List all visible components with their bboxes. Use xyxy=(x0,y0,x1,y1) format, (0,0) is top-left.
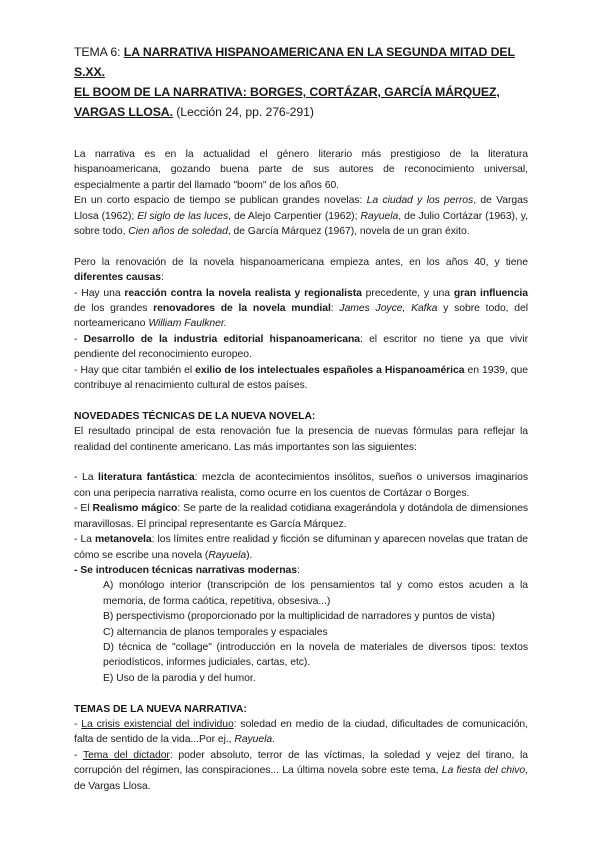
causes-lead: Pero la renovación de la novela hispanoamericana empieza antes, en los años 40, y tiene diferentes causas: xyxy=(74,256,528,284)
intro-paragraph-2: En un corto espacio de tiempo se publican grandes novelas: La ciudad y los perros, de Vargas Llosa (1962); El siglo de las luces, de Alejo Carpentier (1962); Rayuela, de Julio Cortázar (1963), y, sobre todo, Cien años de soledad, de García Márquez (1967), novela de un gran éxito. xyxy=(74,195,528,238)
novedad-item-1: - La literatura fantástica: mezcla de acontecimientos insólitos, sueños o universos imaginarios con una peripecia narrativa realista, como ocurre en los cuentos de Cortázar o Borges. xyxy=(74,472,528,499)
title-prefix: TEMA 6: xyxy=(74,45,124,59)
lesson-reference: (Lección 24, pp. 276-291) xyxy=(176,105,314,119)
novedad-item-4: - Se introducen técnicas narrativas modernas: xyxy=(74,564,300,576)
technique-item: B) perspectivismo (proporcionado por la multiplicidad de narradores y puntos de vista) xyxy=(103,611,495,623)
document-page xyxy=(74,42,528,794)
cause-item-3: - Hay que citar también el exilio de los intelectuales españoles a Hispanoamérica en 1939, que contribuye al renacimiento cultural de estos países. xyxy=(74,364,528,392)
technique-item: E) Uso de la parodia y del humor. xyxy=(103,672,256,684)
document-body xyxy=(74,147,528,794)
section-heading-temas: TEMAS DE LA NUEVA NARRATIVA: xyxy=(74,703,247,715)
cause-item-1: - Hay una reacción contra la novela realista y regionalista precedente, y una gran influencia de los grandes renovadores de la novela mundial: James Joyce, Kafka y sobre todo, del norteamericano William Faulkner. xyxy=(74,287,529,330)
technique-item: C) alternancia de planos temporales y espaciales xyxy=(103,626,328,638)
technique-item: D) técnica de "collage" (introducción en la novela de materiales de diversos tipos: textos periodísticos, informes judiciales, cartas, etc). xyxy=(103,641,528,669)
section-heading-novedades: NOVEDADES TÉCNICAS DE LA NUEVA NOVELA: xyxy=(74,410,316,422)
cause-item-2: - Desarrollo de la industria editorial hispanoamericana: el escritor no tiene ya que vivir pendiente del reconocimiento europeo. xyxy=(74,333,528,361)
title-line-2: EL BOOM DE LA NARRATIVA: BORGES, CORTÁZAR, GARCÍA MÁRQUEZ, VARGAS LLOSA. xyxy=(74,85,500,119)
novedades-intro: El resultado principal de esta renovación fue la presencia de nuevas fórmulas para reflejar la realidad del continente americano. Las más importantes son las siguientes: xyxy=(74,426,528,453)
document-title xyxy=(74,42,528,122)
tema-item-1: - La crisis existencial del individuo: soledad en medio de la ciudad, dificultades de comunicación, falta de sentido de la vida...Por ej., Rayuela. xyxy=(74,718,528,746)
title-line-1: LA NARRATIVA HISPANOAMERICANA EN LA SEGUNDA MITAD DEL S.XX. xyxy=(74,45,515,79)
novedad-item-3: - La metanovela: los límites entre realidad y ficción se difuminan y aparecen novelas que tratan de cómo se escribe una novela (Rayuela). xyxy=(74,534,528,561)
intro-paragraph-1: La narrativa es en la actualidad el género literario más prestigioso de la literatura hispanoamericana, gozando buena parte de sus autores de reconocimiento universal, especialmente a partir del llamado "boom" de los años 60. xyxy=(74,149,528,191)
novedad-item-2: - El Realismo mágico: Se parte de la realidad cotidiana exagerándola y dotándola de dimensiones maravillosas. El principal representante es García Márquez. xyxy=(74,503,529,530)
tema-item-2: - Tema del dictador: poder absoluto, terror de las víctimas, la soledad y vejez del tirano, la corrupción del régimen, las conspiraciones... La última novela sobre este tema, La fiesta del chivo, de Vargas Llosa. xyxy=(74,749,529,792)
technique-item: A) monólogo interior (transcripción de los pensamientos tal y como estos acuden a la memoria, de forma caótica, repetitiva, obsesiva...) xyxy=(103,580,528,607)
